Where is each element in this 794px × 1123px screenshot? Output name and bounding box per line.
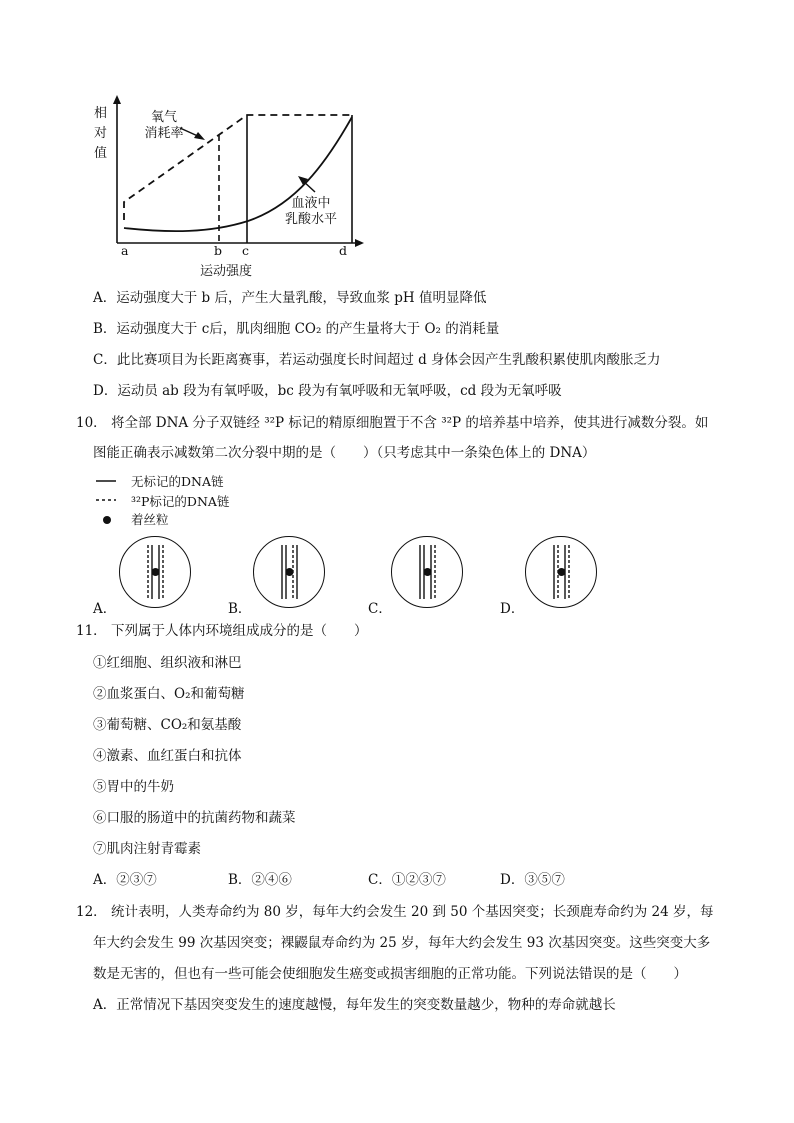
y-label-char: 对 xyxy=(94,126,108,141)
q12-option-a: A．正常情况下基因突变发生的速度越慢，每年发生的突变数量越少，物种的寿命就越长 xyxy=(93,997,616,1013)
x-axis-label: 运动强度 xyxy=(200,264,253,279)
q11-item-4: ④激素、血红蛋白和抗体 xyxy=(93,748,242,764)
q11-item-1: ①红细胞、组织液和淋巴 xyxy=(93,655,242,671)
x-tick-d: d xyxy=(339,243,348,258)
q11-item-3: ③葡萄糖、CO₂和氨基酸 xyxy=(93,717,242,733)
q11-item-5: ⑤胃中的牛奶 xyxy=(93,779,174,795)
option-a-cell xyxy=(119,536,191,608)
x-tick-c: c xyxy=(242,243,250,258)
q9-option-d: D．运动员 ab 段为有氧呼吸，bc 段为有氧呼吸和无氧呼吸，cd 段为无氧呼吸 xyxy=(93,383,562,399)
option-d-label: D． xyxy=(500,601,525,617)
option-a-label: A． xyxy=(93,601,117,617)
option-d-cell xyxy=(525,536,597,608)
x-axis-arrow xyxy=(355,239,364,247)
lactate-label-line: 血液中 xyxy=(291,196,331,211)
y-axis-label xyxy=(94,104,110,164)
q11-choice-a: A．②③⑦ xyxy=(93,872,157,888)
centromere-icon xyxy=(102,515,112,525)
lactate-curve-label xyxy=(282,196,340,228)
legend-solid-line xyxy=(96,478,118,484)
option-c-cell xyxy=(391,536,463,608)
option-b-label: B． xyxy=(228,601,252,617)
legend-dashed-line xyxy=(96,497,118,503)
legend-unlabeled: 无标记的DNA链 xyxy=(131,474,224,489)
option-d-chromosome xyxy=(526,537,596,607)
q11-choice-c: C．①②③⑦ xyxy=(368,872,446,888)
q12-line-1: 12． 统计表明，人类寿命约为 80 岁，每年大约会发生 20 到 50 个基因突变；长颈鹿寿命约为 24 岁，每 xyxy=(76,904,714,920)
oxygen-label-line: 氧气 xyxy=(150,110,177,125)
q10-stem-line1: 10． 将全部 DNA 分子双链经 ³²P 标记的精原细胞置于不含 ³²P 的培养基中培养，使其进行减数分裂。如 xyxy=(76,415,709,431)
q9-option-a: A．运动强度大于 b 后，产生大量乳酸，导致血浆 pH 值明显降低 xyxy=(93,290,487,306)
oxygen-pointer-head xyxy=(194,132,205,140)
y-label-char: 相 xyxy=(94,106,108,121)
q11-item-7: ⑦肌肉注射青霉素 xyxy=(93,841,201,857)
q11-stem: 11． 下列属于人体内环境组成成分的是（ ） xyxy=(76,623,368,639)
q9-option-b: B．运动强度大于 c后，肌肉细胞 CO₂ 的产生量将大于 O₂ 的消耗量 xyxy=(93,321,500,337)
q11-choice-d: D．③⑤⑦ xyxy=(500,872,565,888)
q11-item-6: ⑥口服的肠道中的抗菌药物和蔬菜 xyxy=(93,810,296,826)
exercise-chart xyxy=(90,95,380,285)
oxygen-label-line: 消耗率 xyxy=(144,126,184,141)
x-tick-a: a xyxy=(121,243,129,258)
option-b-chromosome xyxy=(254,537,324,607)
legend-labeled: ³²P标记的DNA链 xyxy=(131,494,230,509)
q12-line-2: 年大约会发生 99 次基因突变；裸鼹鼠寿命约为 25 岁，每年大约会发生 93 次基因突变。这些突变大多 xyxy=(93,935,711,951)
option-c-label: C． xyxy=(368,601,392,617)
q12-line-3: 数是无害的，但也有一些可能会使细胞发生癌变或损害细胞的正常功能。下列说法错误的是（ ） xyxy=(93,966,687,982)
q11-choice-b: B．②④⑥ xyxy=(228,872,292,888)
q10-stem-line2: 图能正确表示减数第二次分裂中期的是（ ）（只考虑其中一条染色体上的 DNA） xyxy=(93,445,596,461)
option-a-chromosome xyxy=(120,537,190,607)
oxygen-curve-label xyxy=(140,110,188,142)
y-axis-arrow xyxy=(113,95,121,104)
y-label-char: 值 xyxy=(94,146,108,161)
q9-option-c: C．此比赛项目为长距离赛事，若运动强度长时间超过 d 身体会因产生乳酸积累使肌肉酸胀乏力 xyxy=(93,352,661,368)
option-b-cell xyxy=(253,536,325,608)
legend-centromere: 着丝粒 xyxy=(131,512,169,527)
x-tick-b: b xyxy=(214,243,223,258)
q11-item-2: ②血浆蛋白、O₂和葡萄糖 xyxy=(93,686,245,702)
lactate-label-line: 乳酸水平 xyxy=(284,212,337,227)
option-c-chromosome xyxy=(392,537,462,607)
